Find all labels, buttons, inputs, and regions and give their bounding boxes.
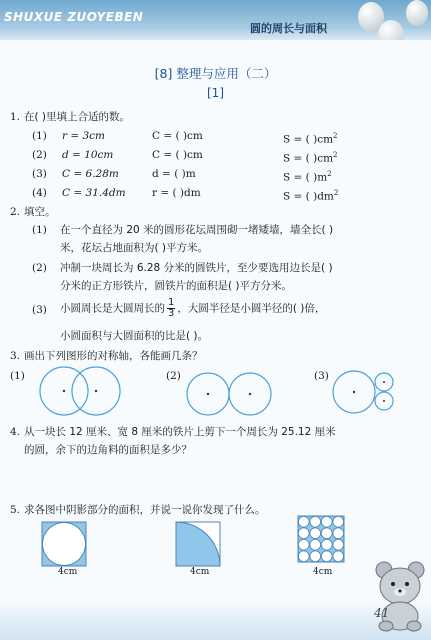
grid-circle bbox=[310, 528, 321, 539]
q5-figure-1 bbox=[42, 522, 100, 568]
q1-answer-c: C = ( )cm bbox=[152, 130, 203, 142]
grid-circle bbox=[310, 551, 321, 562]
q2-item3-line2: 小圆面积与大圆面积的比是( )。 bbox=[60, 330, 209, 342]
grid-circle bbox=[298, 539, 309, 550]
grid-circle bbox=[321, 528, 332, 539]
section-subtitle: [1] bbox=[207, 86, 224, 100]
page-number: 41 bbox=[374, 606, 390, 620]
q2-prompt: 填空。 bbox=[24, 206, 56, 218]
q1-prompt: 在( )里填上合适的数。 bbox=[24, 111, 131, 123]
q1-given: C = 31.4dm bbox=[62, 187, 126, 199]
q1-answer-c: C = ( )cm bbox=[152, 149, 203, 161]
series-name: SHUXUE ZUOYEBEN bbox=[4, 10, 144, 24]
grid-circle bbox=[333, 516, 344, 527]
grid-circle bbox=[298, 528, 309, 539]
q3-figure-1 bbox=[30, 366, 140, 416]
q1-answer-s: S = ( )$dm^2$ bbox=[283, 189, 339, 203]
q1-answer-s: S = ( )$cm^2$ bbox=[283, 132, 338, 146]
q2-item2-line1: 冲制一块周长为 6.28 分米的圆铁片，至少要选用边长是( ) bbox=[60, 262, 333, 274]
q4-line2: 的圆，余下的边角料的面积是多少？ bbox=[24, 444, 192, 456]
q2-item-label: (3) bbox=[32, 304, 47, 316]
q2-item2-line2: 分米的正方形铁片，圆铁片的面积是( )平方分米。 bbox=[60, 280, 293, 292]
q2-item-label: (2) bbox=[32, 262, 47, 274]
grid-circle bbox=[321, 539, 332, 550]
fraction: $\frac{1}{3}$ bbox=[168, 297, 175, 319]
q5-figure-3 bbox=[298, 516, 346, 564]
q2-item-label: (1) bbox=[32, 224, 47, 236]
q4-line1: 从一块长 12 厘米、宽 8 厘米的铁片上剪下一个周长为 25.12 厘米 bbox=[24, 426, 336, 438]
q1-row-label: (2) bbox=[32, 149, 47, 161]
grid-circle bbox=[321, 516, 332, 527]
balloon-icon bbox=[406, 0, 428, 26]
q2-number: 2. bbox=[10, 206, 21, 218]
q1-row-label: (1) bbox=[32, 130, 47, 142]
grid-circle bbox=[298, 516, 309, 527]
q2-item3-line1: 小圆周长是大圆周长的 $\frac{1}{3}$ ，大圆半径是小圆半径的( )倍， bbox=[60, 297, 326, 319]
q5-figure-2 bbox=[176, 522, 222, 568]
grid-circle bbox=[298, 551, 309, 562]
q4-number: 4. bbox=[10, 426, 21, 438]
q2-item1-line1: 在一个直径为 20 米的圆形花坛周围砌一堵矮墙，墙全长( ) bbox=[60, 224, 334, 236]
q1-answer-s: S = ( )$m^2$ bbox=[283, 170, 332, 184]
q1-given: C = 6.28m bbox=[62, 168, 119, 180]
q5-dimension-label: 4cm bbox=[58, 567, 78, 577]
q1-answer-s: S = ( )$cm^2$ bbox=[283, 151, 338, 165]
q1-answer-c: d = ( )m bbox=[152, 168, 196, 180]
q3-figure-label: (1) bbox=[10, 370, 25, 382]
q5-dimension-label: 4cm bbox=[190, 567, 210, 577]
chapter-name: 圆的周长与面积 bbox=[250, 22, 327, 35]
grid-circle bbox=[321, 551, 332, 562]
grid-circle bbox=[333, 539, 344, 550]
q3-figure-label: (2) bbox=[166, 370, 181, 382]
q3-number: 3. bbox=[10, 350, 21, 362]
q5-number: 5. bbox=[10, 504, 21, 516]
bottom-decoration bbox=[0, 600, 431, 640]
q1-given: d = 10cm bbox=[62, 149, 114, 161]
q3-prompt: 画出下列图形的对称轴，各能画几条？ bbox=[24, 350, 203, 362]
q3-figure-2 bbox=[186, 372, 296, 416]
q1-row-label: (4) bbox=[32, 187, 47, 199]
q1-number: 1. bbox=[10, 111, 21, 123]
grid-circle bbox=[310, 539, 321, 550]
grid-circle bbox=[333, 551, 344, 562]
grid-circle bbox=[310, 516, 321, 527]
grid-circle bbox=[333, 528, 344, 539]
section-title: [8] 整理与应用（二） bbox=[154, 66, 277, 81]
q5-prompt: 求各图中阴影部分的面积，并说一说你发现了什么。 bbox=[24, 504, 266, 516]
teddy-bear-icon bbox=[372, 560, 430, 632]
q1-row-label: (3) bbox=[32, 168, 47, 180]
q1-given: r = 3cm bbox=[62, 130, 106, 142]
q3-figure-3 bbox=[332, 370, 402, 414]
q2-item1-line2: 米，花坛占地面积为( )平方米。 bbox=[60, 242, 209, 254]
q3-figure-label: (3) bbox=[314, 370, 329, 382]
q5-dimension-label: 4cm bbox=[313, 567, 333, 577]
q1-answer-c: r = ( )dm bbox=[152, 187, 201, 199]
